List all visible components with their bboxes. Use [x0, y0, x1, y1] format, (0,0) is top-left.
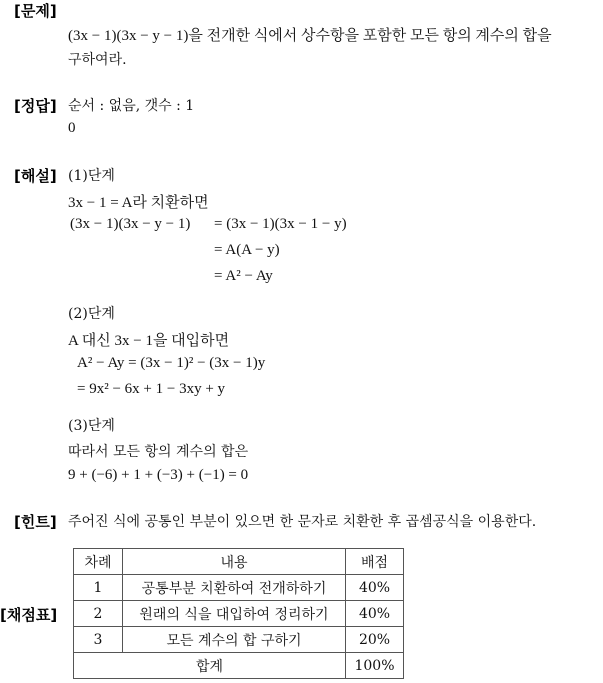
row-order: 3 — [74, 627, 123, 653]
header-content: 내용 — [123, 549, 346, 575]
header-order: 차례 — [74, 549, 123, 575]
step3-line-2: 9 + (−6) + 1 + (−3) + (−1) = 0 — [68, 467, 249, 483]
answer-value: 0 — [68, 120, 76, 136]
step1-line-3: = A(A − y) — [214, 242, 280, 258]
step2-title: (2)단계 — [68, 306, 115, 322]
table-total-row — [74, 653, 404, 679]
row-order: 1 — [74, 575, 123, 601]
row-points: 40% — [346, 575, 404, 601]
step2-line-3: = 9x² − 6x + 1 − 3xy + y — [77, 381, 226, 397]
answer-label: [정답] — [14, 97, 57, 115]
scoring-label: [채점표] — [0, 606, 58, 624]
answer-meta: 순서 : 없음, 갯수 : 1 — [68, 98, 195, 114]
problem-line-2: 구하여라. — [68, 52, 127, 68]
step3-line-1: 따라서 모든 항의 계수의 합은 — [68, 444, 249, 460]
row-content: 모든 계수의 합 구하기 — [123, 627, 346, 653]
table-row — [74, 627, 404, 653]
row-order: 2 — [74, 601, 123, 627]
table-header-row — [74, 549, 404, 575]
step1-line-2-left: (3x − 1)(3x − y − 1) — [70, 216, 191, 232]
row-points: 20% — [346, 627, 404, 653]
row-points: 40% — [346, 601, 404, 627]
step2-line-1: A 대신 3x − 1을 대입하면 — [68, 333, 230, 349]
step1-line-2-right: = (3x − 1)(3x − 1 − y) — [214, 216, 347, 232]
hint-text: 주어진 식에 공통인 부분이 있으면 한 문자로 치환한 후 곱셈공식을 이용한다. — [68, 514, 537, 530]
problem-line-1: (3x − 1)(3x − y − 1)을 전개한 식에서 상수항을 포함한 모든 항의 계수의 합을 — [68, 28, 552, 44]
step3-title: (3)단계 — [68, 418, 115, 434]
table-row — [74, 601, 404, 627]
row-content: 공통부분 치환하여 전개하하기 — [123, 575, 346, 601]
hint-label: [힌트] — [14, 513, 57, 531]
total-value: 100% — [346, 653, 404, 679]
table-row — [74, 575, 404, 601]
step1-line-1: 3x − 1 = A라 치환하면 — [68, 195, 209, 211]
step2-line-2: A² − Ay = (3x − 1)² − (3x − 1)y — [77, 355, 266, 371]
problem-label: [문제] — [14, 2, 57, 20]
header-points: 배점 — [346, 549, 404, 575]
solution-label: [해설] — [14, 167, 57, 185]
row-content: 원래의 식을 대입하여 정리하기 — [123, 601, 346, 627]
scoring-table — [73, 548, 404, 679]
step1-line-4: = A² − Ay — [214, 268, 273, 284]
step1-title: (1)단계 — [68, 168, 115, 184]
total-label: 합계 — [74, 653, 346, 679]
